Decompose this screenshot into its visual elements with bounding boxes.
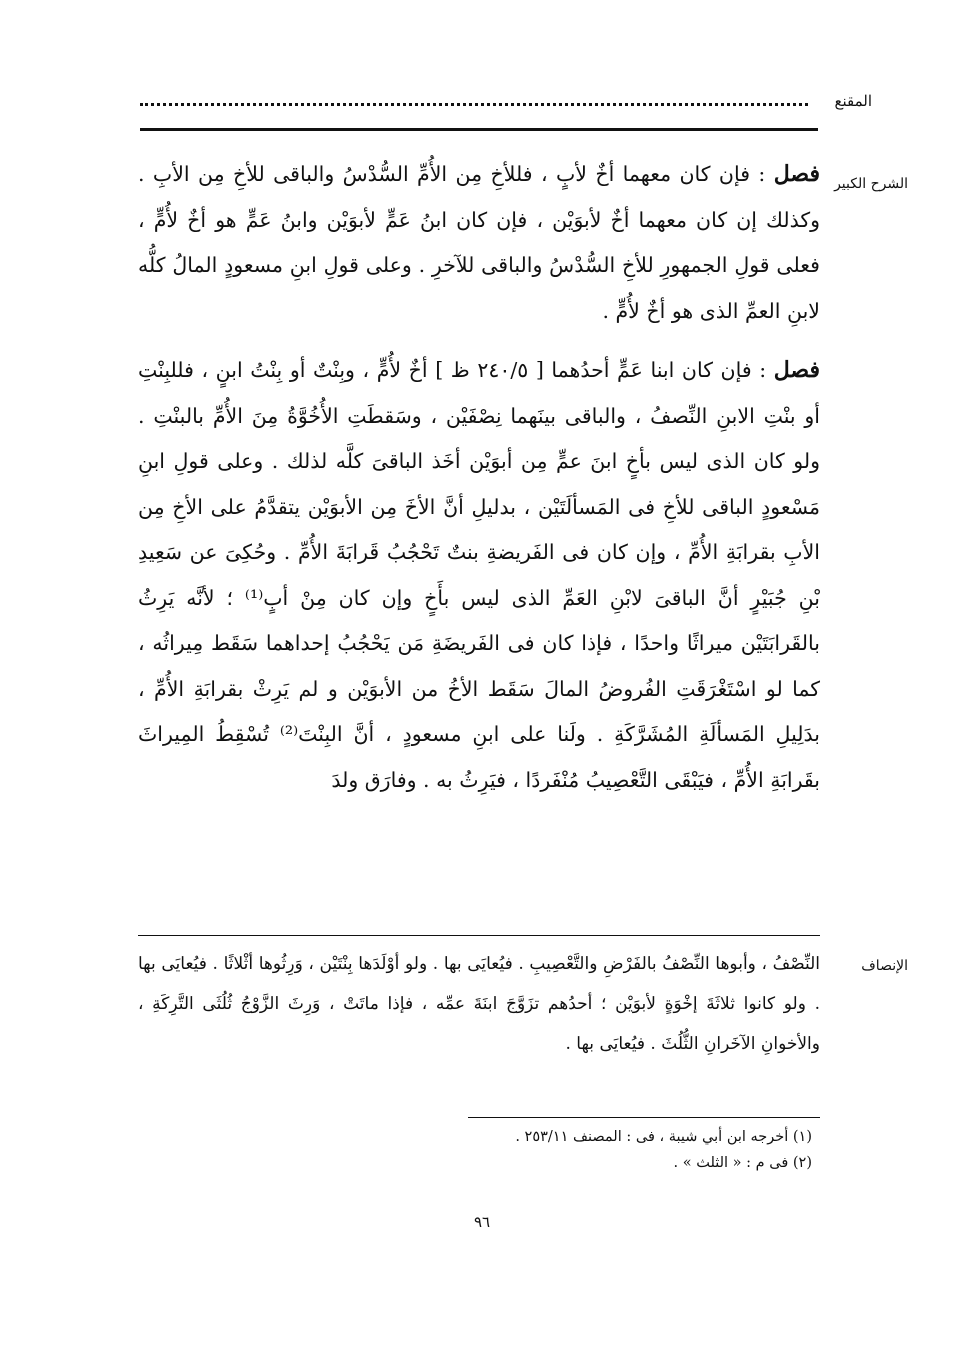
main-paragraph-1 [138, 152, 820, 334]
insaf-text [138, 944, 820, 1064]
section-keyword: فصل [773, 357, 820, 383]
footnotes [300, 1124, 812, 1176]
header-dotted-rule [140, 103, 808, 106]
section-keyword: فصل [773, 161, 820, 187]
side-label-insaf: الإنصاف [861, 958, 908, 974]
footnote-1: (١) أخرجه ابن أبي شيبة ، فى : المصنف ٢٥٣/١١ . [515, 1129, 812, 1145]
header-rule [140, 128, 818, 131]
main-paragraph-2 [138, 348, 820, 803]
footnote-2: (٢) فى م : « الثلث » . [673, 1155, 812, 1171]
paragraph-2-text: : فإن كان ابنا عَمٍّ أحدُهما [ ٢٤٠/٥ ظ ] أخٌ لأُمٍّ ، وبِنْتٌ أو بِنْتُ ابنٍ ، فللبِنْتِ أو بنْتِ الابنِ النِّصفُ ، والباقى بينَهما نِصْفَيْن ، وسَقطَتِ الأُخُوَّةُ مِنَ الأُمِّ بالبنْتِ . ولو كان الذى ليس بأخٍ ابنَ عمٍّ مِن أبوَيْن أخَذ الباقىَ كلَّه لذلك . وعلى قولِ ابنِ مَسْعودٍ الباقى للأخِ فى المَسألَتَيْن ، بدليلِ أنَّ الأخَ مِن الأبوَيْن يتقدَّمُ على الأخِ مِن الأبِ بقرابَةِ الأُمِّ ، وإن كان فى الفَريضةِ بنتٌ تَحْجُبُ قَرابَةَ الأُمِّ . وحُكِىَ عن سَعِيدِ بْنِ جُبَيْرٍ أنَّ الباقىَ لابْنِ العَمِّ الذى ليس بأَخٍ وإن كان مِنْ أبٍ⁽¹⁾ ؛ لأنَّه يَرِثُ بالقَرابَتَيْن ميراثًا واحدًا ، فإذا كان فى الفَريضَةِ مَن يَحْجُبُ إحداهما سَقَط مِيراثُه ، كما لو اسْتَغْرَقَتِ الفُروضُ المالَ سَقَط الأخُ من الأبوَيْن و لم يَرِثْ بقرابَةِ الأُمِّ ، بدَلِيلِ المَسألَةِ المُشَرَّكَةِ . ولَنا على ابنِ مسعودٍ ، أنَّ البِنْتَ⁽²⁾ تُسْقِطُ المِيراثَ بقَرابَةِ الأُمِّ ، فيَبْقَى التَّعْصِيبُ مُنْفَردًا ، فيَرِثُ به . وفارَق ولدَ [138, 358, 820, 792]
running-header-title: المقنع [834, 92, 872, 110]
side-label-main: الشرح الكبير [834, 176, 908, 192]
paragraph-1-text: : فإن كان معهما أخٌ لأبٍ ، فللأخِ مِن الأُمِّ السُّدْسُ والباقى للأخِ مِن الأبِ . وكذلك إن كان معهما أخٌ لأبوَيْن ، فإن كان ابنُ عَمٍّ لأبوَيْن وابنُ عَمٍّ هو أخٌ لأُمٍّ ، فعلى قولِ الجمهورِ للأخِ السُّدْسُ والباقى للآخرِ . وعلى قولِ ابنِ مسعودٍ المالُ كلُّه لابنِ العمِّ الذى هو أخٌ لأُمٍّ . [138, 162, 820, 323]
main-commentary-text [138, 152, 820, 817]
section-divider [138, 935, 820, 936]
footnote-rule [468, 1117, 820, 1118]
page-number: ٩٦ [473, 1213, 491, 1231]
insaf-paragraph: النِّصْفُ ، وأبوها النِّصْفُ بالفَرْضِ والتَّعْصِيبِ . فيُعايَى بها . ولو أوْلَدَها بِنْتَيْن ، وَرِثُوها أثْلاثًا . فيُعايَى بها . ولو كانوا ثلاثَةَ إخْوَةٍ لأبوَيْن ؛ أحدُهم تزَوَّجَ ابنَةَ عمِّه ، فإذا ماتَتْ ، وَرِثَ الزَّوْجُ ثُلُثَى التَّرِكَةِ ، والأخوانِ الآخَرانِ الثُّلُثَ . فيُعايَى بها . [138, 954, 820, 1054]
